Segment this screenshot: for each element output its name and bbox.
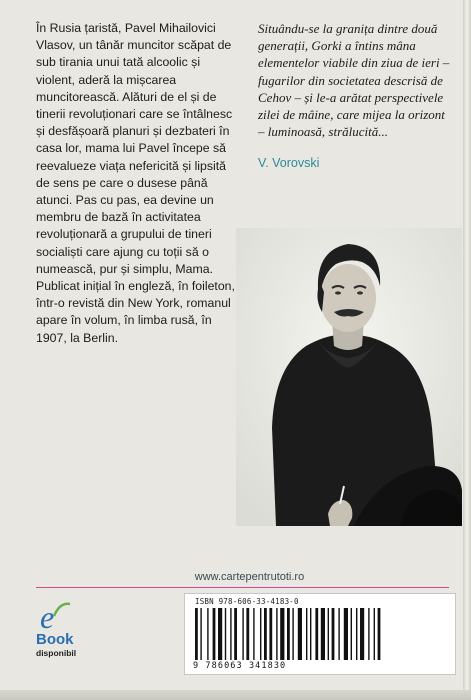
ebook-label: Book	[36, 631, 74, 648]
isbn-number: ISBN 978-606-33-4183-0	[195, 597, 299, 606]
shrink-wrap-edge	[463, 0, 471, 700]
barcode-bars	[193, 608, 449, 660]
ebook-letter: e	[40, 599, 55, 635]
barcode-bar	[264, 608, 267, 660]
barcode-bar	[225, 608, 226, 660]
barcode-bar	[218, 608, 222, 660]
barcode-bar	[230, 608, 231, 660]
barcode-bar	[351, 608, 352, 660]
barcode-bar	[276, 608, 277, 660]
barcode-bar	[306, 608, 307, 660]
barcode-bar	[195, 608, 198, 660]
barcode-bar	[253, 608, 254, 660]
barcode-digits: 9 786063 341830	[193, 661, 287, 671]
barcode-bar	[332, 608, 335, 660]
author-portrait-photo	[236, 228, 462, 526]
bottom-edge	[0, 690, 471, 700]
barcode-bar	[338, 608, 339, 660]
barcode-bar	[368, 608, 369, 660]
barcode-bar	[378, 608, 381, 660]
barcode-bar	[310, 608, 311, 660]
ebook-available-logo	[34, 598, 104, 668]
barcode-bar	[260, 608, 261, 660]
barcode-bar	[269, 608, 272, 660]
quote-author: V. Vorovski	[258, 156, 320, 170]
barcode-bar	[246, 608, 249, 660]
publisher-website: www.cartepentrutoti.ro	[194, 571, 305, 583]
divider-line	[36, 587, 449, 588]
ebook-sublabel: disponibil	[36, 648, 77, 658]
barcode-bar	[213, 608, 216, 660]
barcode-bar	[200, 608, 201, 660]
critic-quote: Situându-se la granița dintre două generații, Gorki a întins mâna elementelor viabile din ziua de ieri – fugarilor din societatea descrisă de Cehov – și le-a arătat perspectivele zilei de mâine, care mijea la orizont – luminoasă, strălucită...	[258, 21, 450, 140]
barcode-bar	[344, 608, 348, 660]
barcode-bar	[287, 608, 290, 660]
barcode-bar	[374, 608, 375, 660]
barcode-bar	[328, 608, 329, 660]
barcode-bar	[242, 608, 243, 660]
barcode-bar	[298, 608, 302, 660]
barcode-bar	[321, 608, 325, 660]
barcode-bar	[292, 608, 293, 660]
synopsis-text: În Rusia țaristă, Pavel Mihailovici Vlasov, un tânăr muncitor scăpat de sub tirania unui tată alcoolic și violent, aderă la mișcarea muncitorească. Alături de el și de tinerii revoluționari care se întâlnesc și desfășoară planuri și dezbateri în casa lor, mama lui Pavel începe să reevalueze viața nefericită și lipsită de sens pe care o dusese până atunci. Pas cu pas, ea devine un membru de bază în activitatea revoluționară a grupului de tineri socialiști care ajung cu toții să o numească, pur și simplu, Mama. Publicat inițial în engleză, în foileton, într-o revistă din New York, romanul apare în volum, în limba rusă, în 1907, la Berlin.	[36, 21, 235, 345]
barcode-bar	[356, 608, 357, 660]
barcode-bar	[360, 608, 364, 660]
barcode-bar	[207, 608, 208, 660]
barcode-bar	[280, 608, 284, 660]
barcode-bar	[315, 608, 318, 660]
isbn-barcode	[184, 593, 456, 675]
barcode-bar	[234, 608, 237, 660]
